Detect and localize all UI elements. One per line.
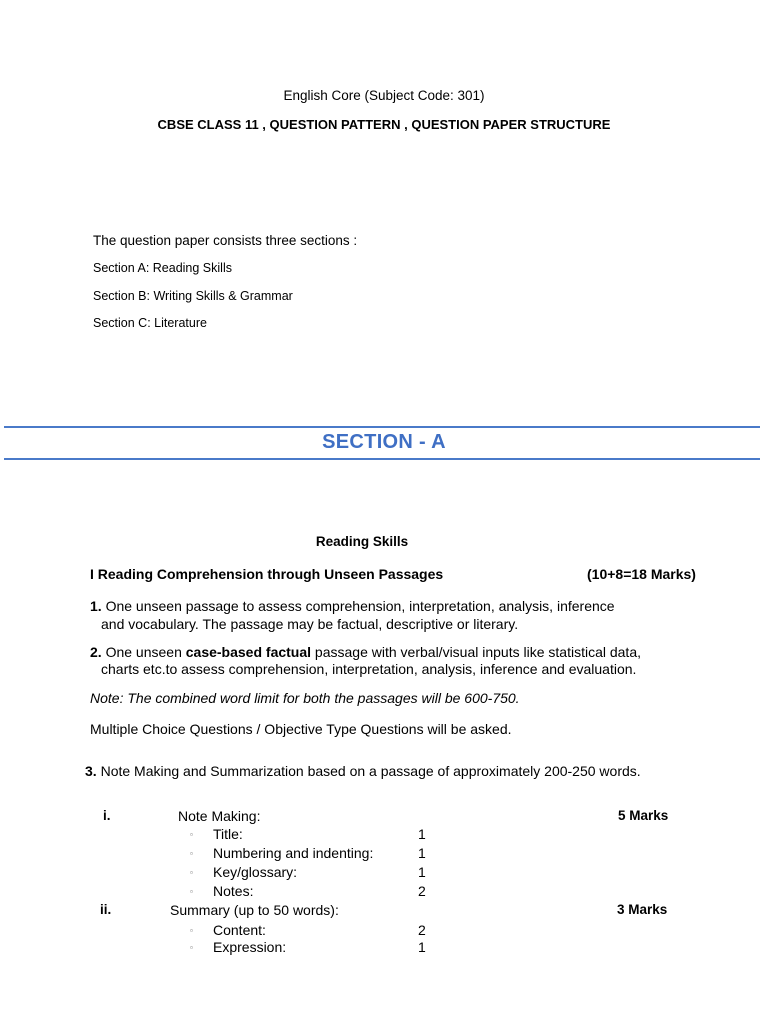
- bullet-icon: ▫: [190, 926, 193, 935]
- rubric-item-value: 1: [418, 845, 426, 861]
- intro-lead: The question paper consists three sections :: [93, 233, 358, 248]
- reading-skills-title: Reading Skills: [315, 534, 409, 549]
- rubric-item-value: 1: [418, 826, 426, 842]
- note-making-label: Note Making:: [178, 808, 261, 824]
- rubric-item-label: Expression:: [213, 939, 287, 955]
- rubric-item-label: Numbering and indenting:: [213, 845, 374, 861]
- item-number: 1.: [90, 598, 102, 614]
- summary-marks: 3 Marks: [617, 902, 668, 917]
- roman-numeral: ii.: [100, 902, 112, 917]
- rubric-item-value: 2: [418, 883, 426, 899]
- summary-label: Summary (up to 50 words):: [170, 902, 339, 918]
- item-text: Note Making and Summarization based on a passage of approximately 200-250 words.: [100, 763, 641, 779]
- section-list-item: Section A: Reading Skills: [93, 261, 232, 275]
- item-text: One unseen passage to assess comprehension, interpretation, analysis, inference: [105, 598, 615, 614]
- bullet-icon: ▫: [190, 868, 193, 877]
- comprehension-heading: I Reading Comprehension through Unseen Passages: [90, 566, 444, 582]
- section-rule-top: [4, 426, 760, 428]
- item-text: One unseen: [105, 644, 186, 660]
- item-number: 2.: [90, 644, 102, 660]
- subject-title: English Core (Subject Code: 301): [283, 88, 485, 103]
- item-1-continuation: and vocabulary. The passage may be factual, descriptive or literary.: [101, 616, 519, 632]
- note-making-marks: 5 Marks: [618, 808, 669, 823]
- section-list-item: Section C: Literature: [93, 316, 207, 330]
- rubric-item-label: Notes:: [213, 883, 254, 899]
- item-2: [90, 643, 641, 661]
- item-3: [85, 762, 641, 780]
- rubric-item-label: Content:: [213, 922, 266, 938]
- document-heading: CBSE CLASS 11 , QUESTION PATTERN , QUESTION PAPER STRUCTURE: [157, 117, 611, 132]
- bullet-icon: ▫: [190, 943, 193, 952]
- roman-numeral: i.: [103, 808, 111, 823]
- bullet-icon: ▫: [190, 849, 193, 858]
- rubric-item-value: 2: [418, 922, 426, 938]
- comprehension-marks: (10+8=18 Marks): [587, 566, 696, 582]
- word-limit-note: Note: The combined word limit for both the passages will be 600-750.: [90, 690, 520, 706]
- section-list-item: Section B: Writing Skills & Grammar: [93, 289, 293, 303]
- rubric-item-label: Key/glossary:: [213, 864, 298, 880]
- bullet-icon: ▫: [190, 830, 193, 839]
- item-emphasis: case-based factual: [185, 644, 312, 660]
- item-1: [90, 597, 615, 615]
- section-rule-bottom: [4, 458, 760, 460]
- item-number: 3.: [85, 763, 97, 779]
- item-text: passage with verbal/visual inputs like statistical data,: [311, 644, 641, 660]
- rubric-item-label: Title:: [213, 826, 243, 842]
- rubric-item-value: 1: [418, 939, 426, 955]
- item-2-continuation: charts etc.to assess comprehension, interpretation, analysis, inference and evaluation.: [101, 661, 637, 677]
- mcq-statement: Multiple Choice Questions / Objective Type Questions will be asked.: [90, 721, 512, 737]
- bullet-icon: ▫: [190, 887, 193, 896]
- rubric-item-value: 1: [418, 864, 426, 880]
- section-a-heading: SECTION - A: [322, 431, 446, 453]
